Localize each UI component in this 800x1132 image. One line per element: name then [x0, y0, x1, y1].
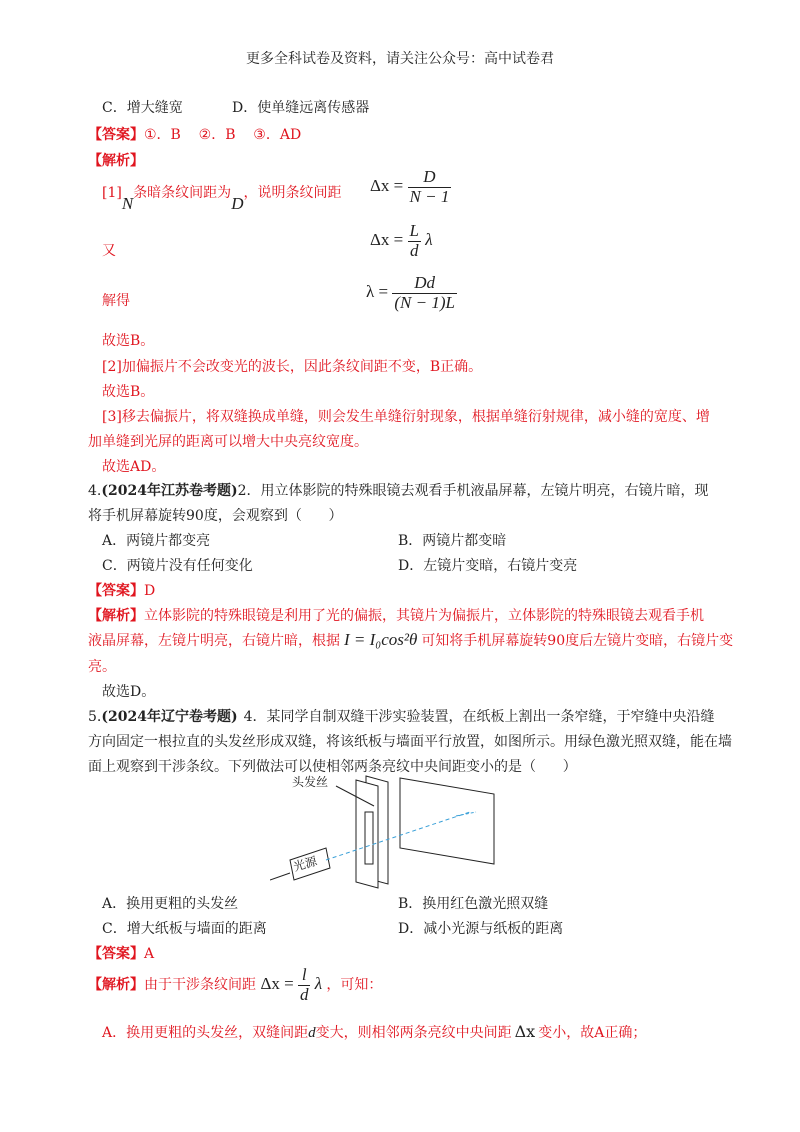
q3-pick-2: 故选B。	[102, 384, 155, 400]
numerator: Dd	[392, 274, 457, 294]
q5-answer	[88, 943, 154, 963]
denominator: d	[410, 240, 419, 260]
q3-again: 又	[102, 243, 116, 259]
fraction	[298, 966, 311, 1004]
q5-analysis-line1	[88, 966, 382, 1004]
q5-option-c: C．增大纸板与墙面的距离	[102, 921, 267, 937]
fraction	[408, 168, 452, 206]
spacing-formula	[260, 965, 326, 1004]
q3-analysis-p2: [2]加偏振片不会改变光的波长，因此条纹间距不变，B正确。	[102, 359, 483, 375]
analysis-text: A．换用更粗的头发丝，双缝间距	[102, 1025, 309, 1041]
analysis-text: 可知将手机屏幕旋转90度后左镜片变暗，右镜片变	[421, 633, 734, 649]
q3-analysis-line1	[102, 182, 342, 213]
q4-option-c: C．两镜片没有任何变化	[102, 558, 253, 574]
q4-option-a: A．两镜片都变亮	[102, 533, 211, 549]
analysis-text: 由于干涉条纹间距	[144, 977, 256, 994]
source-mount-line	[270, 873, 290, 880]
q5-option-a: A．换用更粗的头发丝	[102, 896, 239, 912]
q4-option-d: D．左镜片变暗，右镜片变亮	[398, 558, 578, 574]
q4-analysis-line3: 亮。	[88, 659, 116, 675]
wall-screen	[400, 778, 494, 864]
analysis-text: 变大，则相邻两条亮纹中央间距	[315, 1025, 512, 1041]
stem-text: 2．用立体影院的特殊眼镜去观看手机液晶屏幕，左镜片明亮，右镜片暗，现	[237, 483, 709, 499]
analysis-text: ，可知：	[326, 977, 383, 994]
numerator: l	[298, 966, 311, 986]
stem-text: 4．某同学自制双缝干涉实验装置，在纸板上割出一条窄缝，于窄缝中央沿缝	[243, 709, 715, 725]
text: 条暗条纹间距为	[133, 185, 232, 201]
denominator: (N − 1)L	[394, 292, 455, 312]
equation-2	[370, 222, 433, 260]
fig-label-source: 光源	[291, 853, 319, 875]
q3-solve: 解得	[102, 293, 130, 309]
answer-text: ①．B ②．B ③．AD	[144, 127, 302, 143]
q4-option-b: B．两镜片都变暗	[398, 533, 507, 549]
page-header: 更多全科试卷及资料，请关注公众号：高中试卷君	[246, 51, 554, 67]
fraction	[408, 222, 421, 260]
answer-text: A	[144, 946, 155, 962]
analysis-text: 变小，故A正确；	[538, 1025, 647, 1041]
q5-option-d: D．减小光源与纸板的距离	[398, 921, 564, 937]
q3-analysis-p3-line1: [3]移去偏振片，将双缝换成单缝，则会发生单缝衍射现象，根据单缝衍射规律，减小缝的宽度、增	[102, 409, 710, 425]
q4-answer	[88, 580, 155, 600]
q3-analysis-p3-line2: 加单缝到光屏的距离可以增大中央亮纹宽度。	[88, 434, 368, 450]
equation-1	[370, 168, 451, 206]
q5-analysis-line2	[102, 1022, 646, 1042]
var-d: D	[231, 194, 244, 213]
q5-stem-line1	[88, 706, 714, 726]
analysis-tag: 【解析】	[88, 977, 144, 994]
q3-option-d: D．使单缝远离传感器	[232, 100, 370, 116]
fraction	[392, 274, 457, 312]
question-source: (2024年辽宁卷考题)	[101, 709, 238, 725]
var-d: d	[308, 1025, 316, 1041]
answer-tag: 【答案】	[88, 127, 144, 143]
answer-tag: 【答案】	[88, 583, 144, 599]
answer-text: D	[144, 583, 156, 599]
question-number: 5.	[88, 709, 102, 725]
analysis-text: 立体影院的特殊眼镜是利用了光的偏振，其镜片为偏振片，立体影院的特殊眼镜去观看手机	[144, 608, 704, 624]
q4-stem-line1	[88, 480, 708, 500]
q3-pick-3: 故选AD。	[102, 459, 166, 475]
numerator: D	[408, 168, 452, 188]
analysis-text: 液晶屏幕，左镜片明亮，右镜片暗，根据	[88, 633, 340, 649]
question-source: (2024年江苏卷考题)	[101, 483, 238, 499]
q5-stem-line3: 面上观察到干涉条纹。下列做法可以使相邻两条亮纹中央间距变小的是（ ）	[88, 759, 577, 775]
step-label: [1]	[102, 185, 122, 201]
malus-formula: I = I₀cos²θ	[344, 630, 418, 649]
denominator: d	[299, 984, 309, 1004]
denominator: N − 1	[409, 186, 450, 206]
q5-stem-line2: 方向固定一根拉直的头发丝形成双缝，将该纸板与墙面平行放置，如图所示。用绿色激光照双缝，能在墙	[88, 734, 732, 750]
slit	[365, 812, 373, 864]
eq-rhs: λ	[425, 230, 433, 250]
q3-analysis-tag: 【解析】	[88, 153, 144, 169]
q4-pick: 故选D。	[102, 684, 156, 700]
eq-lhs: Δx =	[370, 176, 404, 196]
q3-pick-1: 故选B。	[102, 333, 155, 349]
var-n: N	[121, 194, 134, 213]
q4-stem-line2: 将手机屏幕旋转90度，会观察到（ ）	[88, 508, 343, 524]
eq-lhs: Δx =	[260, 974, 294, 994]
q3-answer	[88, 124, 301, 144]
question-number: 4.	[88, 483, 102, 499]
numerator: L	[409, 221, 419, 240]
answer-tag: 【答案】	[88, 946, 144, 962]
q4-analysis-line2	[88, 630, 733, 650]
var-dx: Δx	[514, 1022, 536, 1041]
q4-analysis-line1	[88, 605, 704, 625]
eq-lhs: Δx =	[370, 230, 404, 250]
q5-option-b: B．换用红色激光照双缝	[398, 896, 549, 912]
analysis-tag: 【解析】	[88, 608, 144, 624]
eq-rhs: λ	[314, 974, 323, 994]
text: ，说明条纹间距	[243, 185, 342, 201]
q3-option-c: C．增大缝宽	[102, 100, 183, 116]
fig-label-hair: 头发丝	[292, 775, 329, 789]
equation-3	[366, 274, 457, 312]
eq-lhs: λ =	[366, 282, 389, 302]
